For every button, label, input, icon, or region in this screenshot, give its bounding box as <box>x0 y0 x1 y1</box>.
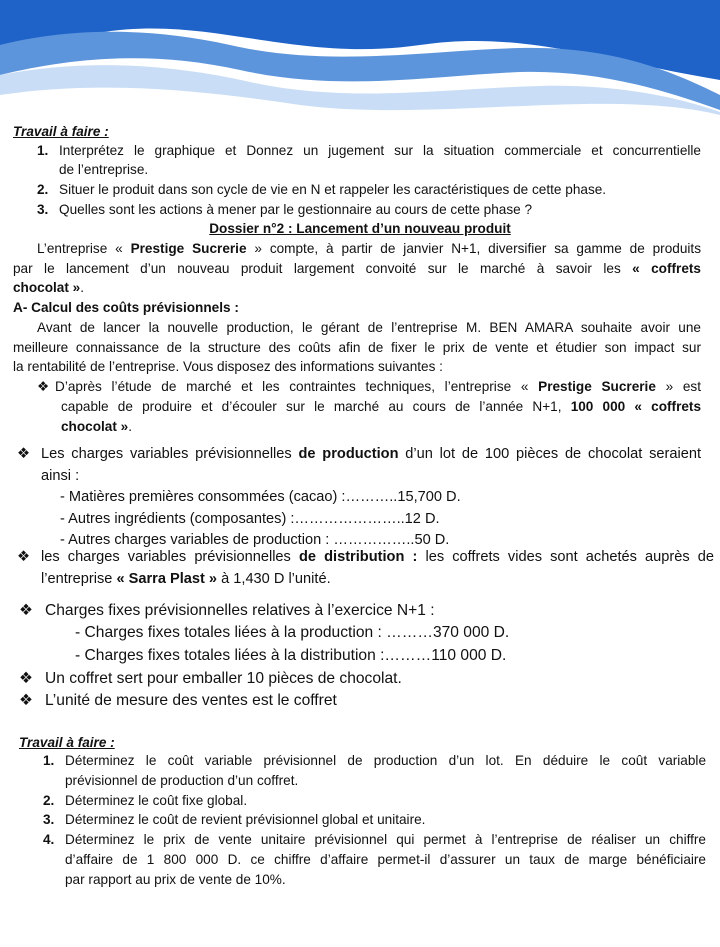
bullet-star-icon: ❖ <box>19 670 33 687</box>
bullet-production-costs: ❖ Les charges variables prévisionnelles de production d’un lot de 100 pièces de chocolat seraient <box>17 443 701 465</box>
bullet-star-icon: ❖ <box>37 379 50 394</box>
travail-title-2: Travail à faire : <box>19 735 115 750</box>
travail2-item-3: 3. Déterminez le coût de revient prévisionnel global et unitaire. <box>43 812 426 827</box>
bullet-star-icon: ❖ <box>17 549 31 565</box>
intro-line-2: par le lancement d’un nouveau produit largement convoité sur le marché à savoir les « coffrets <box>13 261 701 276</box>
section-a-line-3: la rentabilité de l’entreprise. Vous disposez des informations suivantes : <box>13 359 443 374</box>
bullet-distribution-costs-line-2: l’entreprise « Sarra Plast » à 1,430 D l’unité. <box>41 571 331 587</box>
section-a-title: A- Calcul des coûts prévisionnels : <box>13 300 239 315</box>
bullet-star-icon: ❖ <box>19 692 33 709</box>
travail1-item-2: 2. Situer le produit dans son cycle de vie en N et rappeler les caractéristiques de cette phase. <box>37 182 607 197</box>
travail1-item-1-cont: de l’entreprise. <box>59 162 149 177</box>
travail2-item-4: 4. Déterminez le prix de vente unitaire prévisionnel qui permet à l’entreprise de réaliser un chiffre <box>43 832 706 847</box>
bullet-star-icon: ❖ <box>17 446 31 462</box>
bullet-star-icon: ❖ <box>19 602 33 619</box>
travail2-item-1: 1. Déterminez le coût variable prévisionnel de production d’un lot. En déduire le coût variable <box>43 753 706 768</box>
travail1-item-1: 1. Interprétez le graphique et Donnez un jugement sur la situation commerciale et concurrentielle <box>37 143 701 158</box>
cost-item-cacao: - Matières premières consommées (cacao) :………..15,700 D. <box>60 489 461 505</box>
bullet-market-study: ❖ D’après l’étude de marché et les contraintes techniques, l’entreprise « Prestige Sucrerie » est <box>37 379 702 394</box>
fixed-cost-production: - Charges fixes totales liées à la production : ………370 000 D. <box>75 624 510 641</box>
bullet-sales-unit: ❖ L’unité de mesure des ventes est le coffret <box>19 690 337 712</box>
bullet-production-costs-line-2: ainsi : <box>41 468 80 484</box>
bullet-fixed-costs: ❖ Charges fixes prévisionnelles relatives à l’exercice N+1 : <box>19 600 435 622</box>
travail1-item-3: 3. Quelles sont les actions à mener par le gestionnaire au cours de cette phase ? <box>37 202 533 217</box>
section-a-line-2: meilleure connaissance de la structure des coûts afin de fixer le prix de vente et étudier son impact sur <box>13 340 701 355</box>
bullet-coffret-pieces: ❖ Un coffret sert pour emballer 10 pièces de chocolat. <box>19 668 402 690</box>
cost-item-ingredients: - Autres ingrédients (composantes) :…………………..12 D. <box>60 511 440 527</box>
travail2-item-2: 2. Déterminez le coût fixe global. <box>43 793 248 808</box>
intro-line-1: L’entreprise « Prestige Sucrerie » compte, à partir de janvier N+1, diversifier sa gamme de produits <box>37 241 701 256</box>
fixed-cost-distribution: - Charges fixes totales liées à la distribution :………110 000 D. <box>75 647 507 664</box>
bullet-distribution-costs: ❖ les charges variables prévisionnelles de distribution : les coffrets vides sont achetés auprès de <box>17 546 714 568</box>
travail2-item-4-cont-2: par rapport au prix de vente de 10%. <box>65 872 286 887</box>
intro-line-3: chocolat ». <box>13 280 85 295</box>
travail-title-1: Travail à faire : <box>13 124 109 139</box>
cost-item-other: - Autres charges variables de production : ……………..50 D. <box>60 532 450 548</box>
travail2-item-4-cont: d’affaire de 1 800 000 D. ce chiffre d’affaire permet-il d’assurer un taux de marge bénéficiaire <box>65 852 706 867</box>
bullet-market-study-line-3: chocolat ». <box>61 419 133 434</box>
header-wave-decoration <box>0 0 720 120</box>
section-a-line-1: Avant de lancer la nouvelle production, le gérant de l’entreprise M. BEN AMARA souhaite avoir une <box>37 320 701 335</box>
travail2-item-1-cont: prévisionnel de production d’un coffret. <box>65 773 299 788</box>
bullet-market-study-line-2: capable de produire et d’écouler sur le marché au cours de l’année N+1, 100 000 « coffrets <box>61 399 702 414</box>
dossier-title: Dossier n°2 : Lancement d’un nouveau produit <box>209 221 511 236</box>
